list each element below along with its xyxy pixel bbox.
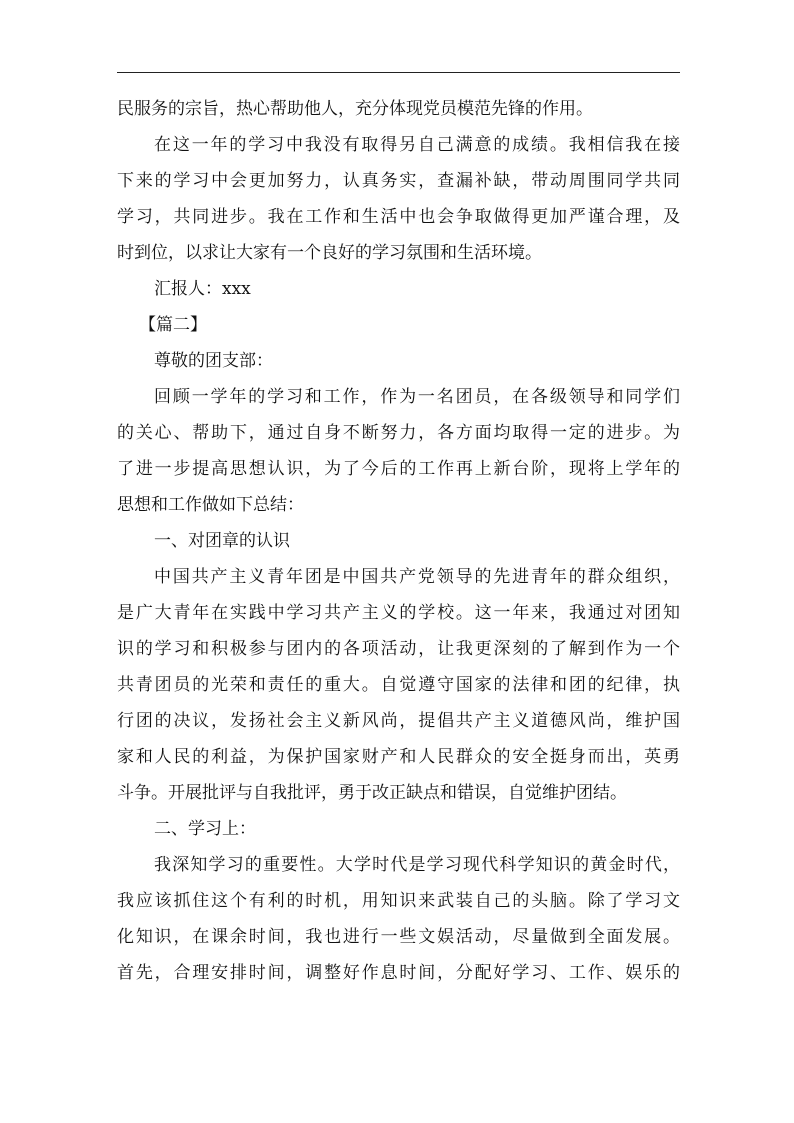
subheading-league-charter: 一、对团章的认识	[154, 531, 290, 551]
paragraph-line: 学习，共同进步。我在工作和生活中也会争取做得更加严谨合理，及	[117, 207, 680, 227]
paragraph-line: 首先，合理安排时间，调整好作息时间，分配好学习、工作、娱乐的	[117, 963, 680, 983]
paragraph-line: 民服务的宗旨，热心帮助他人，充分体现党员模范先锋的作用。	[117, 99, 593, 119]
paragraph-line: 下来的学习中会更加努力，认真务实，查漏补缺，带动周围同学共同	[117, 171, 680, 191]
paragraph-line: 中国共产主义青年团是中国共产党领导的先进青年的群众组织，	[154, 567, 680, 587]
paragraph-line: 斗争。开展批评与自我批评，勇于改正缺点和错误，自觉维护团结。	[117, 783, 627, 803]
paragraph-line: 是广大青年在实践中学习共产主义的学校。这一年来，我通过对团知	[117, 603, 680, 623]
paragraph-line: 家和人民的利益，为保护国家财产和人民群众的安全挺身而出，英勇	[117, 747, 680, 767]
paragraph-line: 行团的决议，发扬社会主义新风尚，提倡共产主义道德风尚，维护国	[117, 711, 680, 731]
paragraph-line: 了进一步提高思想认识，为了今后的工作再上新台阶，现将上学年的	[117, 459, 680, 479]
paragraph-line: 时到位，以求让大家有一个良好的学习氛围和生活环境。	[117, 243, 542, 263]
document-body	[117, 91, 680, 991]
paragraph-line: 化知识，在课余时间，我也进行一些文娱活动，尽量做到全面发展。	[117, 927, 680, 947]
header-rule	[117, 72, 680, 73]
paragraph-line: 我深知学习的重要性。大学时代是学习现代科学知识的黄金时代，	[154, 855, 680, 875]
paragraph-line: 回顾一学年的学习和工作，作为一名团员，在各级领导和同学们	[154, 387, 680, 407]
subheading-study: 二、学习上：	[154, 819, 256, 839]
paragraph-line: 我应该抓住这个有利的时机，用知识来武装自己的头脑。除了学习文	[117, 891, 680, 911]
reporter-signature: 汇报人：xxx	[154, 279, 251, 299]
paragraph-line: 共青团员的光荣和责任的重大。自觉遵守国家的法律和团的纪律，执	[117, 675, 680, 695]
paragraph-line: 识的学习和积极参与团内的各项活动，让我更深刻的了解到作为一个	[117, 639, 680, 659]
paragraph-line: 的关心、帮助下，通过自身不断努力，各方面均取得一定的进步。为	[117, 423, 680, 443]
paragraph-line: 在这一年的学习中我没有取得另自己满意的成绩。我相信我在接	[154, 135, 680, 155]
salutation: 尊敬的团支部：	[154, 351, 273, 371]
section-heading-part-two: 【篇二】	[139, 315, 207, 335]
paragraph-line: 思想和工作做如下总结：	[117, 495, 304, 515]
